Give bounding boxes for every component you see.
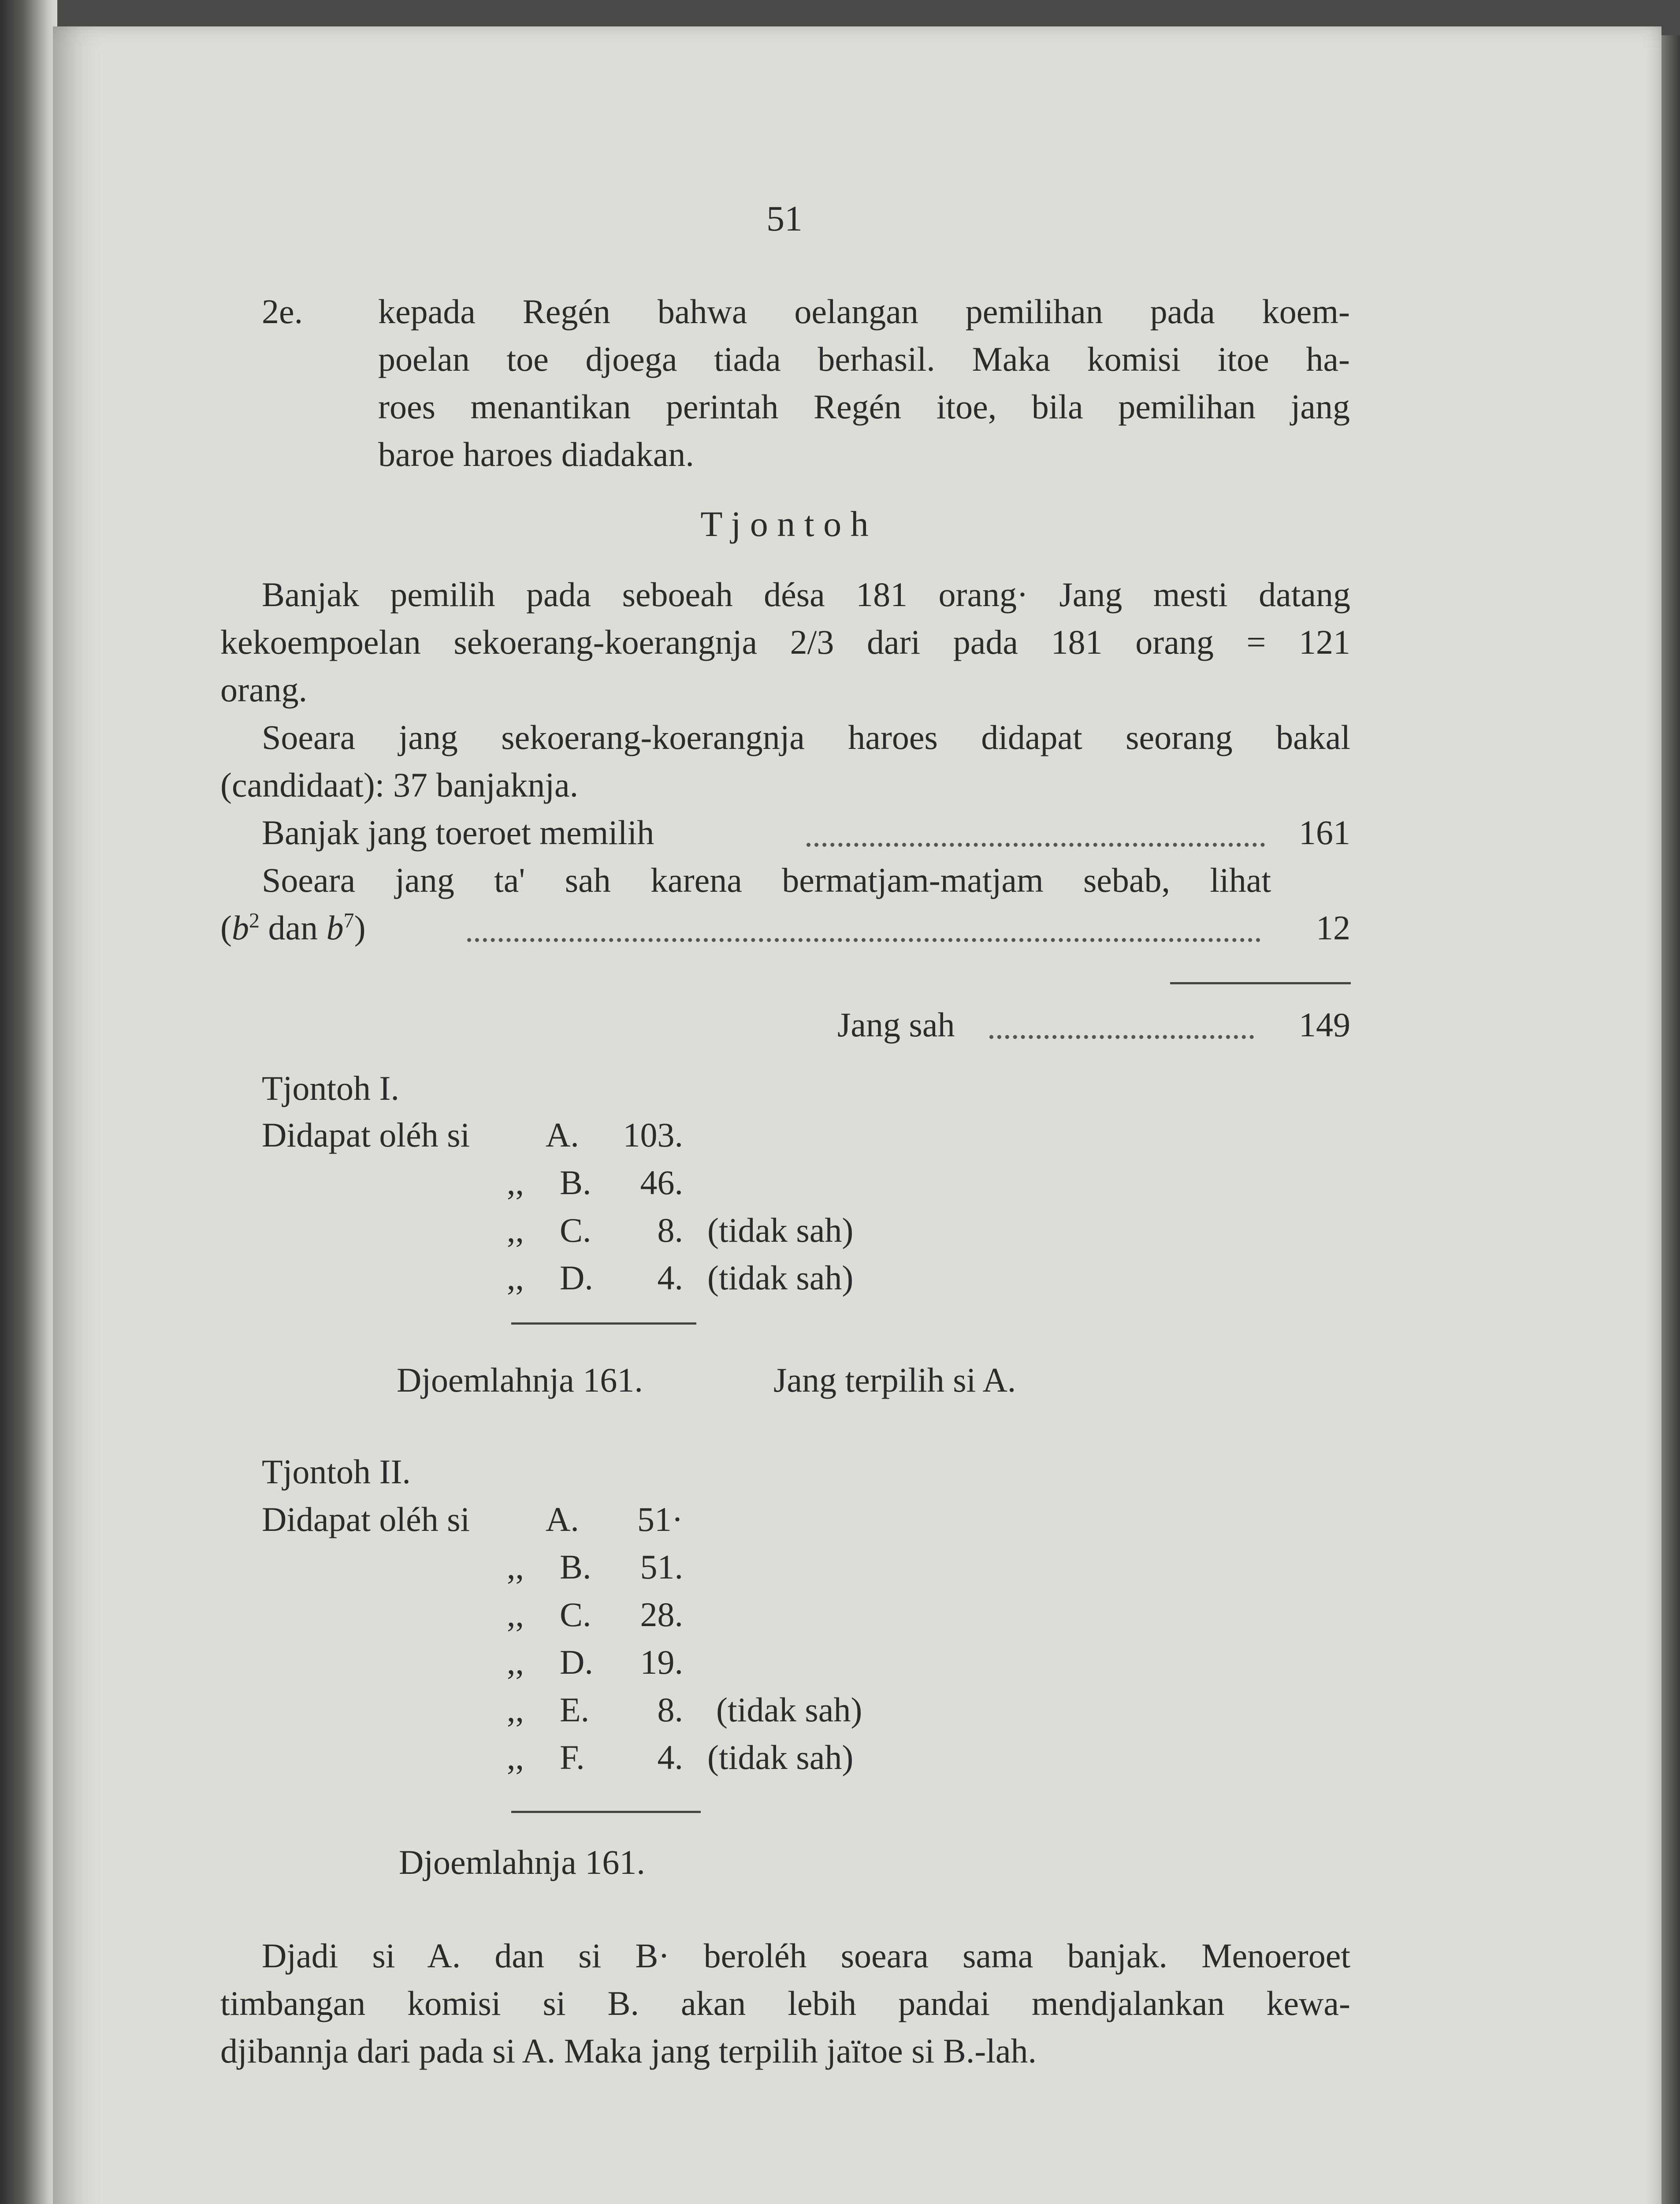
ditto-mark: ,, xyxy=(507,1738,524,1776)
votes: 46. xyxy=(640,1163,683,1202)
example-lead: Didapat oléh si xyxy=(262,1116,470,1154)
invalid-note: (tidak sah) xyxy=(707,1738,854,1776)
ditto-mark: ,, xyxy=(507,1211,524,1249)
paragraph-line: Soeara jang sekoerang-koerangnja haroes didapat seorang bakal xyxy=(262,718,1350,756)
example-title: Tjontoh II. xyxy=(262,1452,411,1491)
example-total: Djoemlahnja 161. xyxy=(397,1361,643,1399)
candidate: A. xyxy=(546,1116,579,1154)
candidate: B. xyxy=(560,1163,591,1202)
ref-b: b xyxy=(326,908,344,947)
votes: 28. xyxy=(640,1595,683,1634)
ditto-mark: ,, xyxy=(507,1595,524,1634)
candidate: D. xyxy=(560,1258,593,1297)
paragraph-line: Banjak pemilih pada seboeah désa 181 orang· Jang mesti datang xyxy=(262,575,1350,614)
invalid-line: Soeara jang ta' sah karena bermatjam-matjam sebab, lihat xyxy=(262,861,1271,899)
candidate: E. xyxy=(560,1690,590,1729)
intro-line: baroe haroes diadakan. xyxy=(378,435,694,473)
paragraph-line: kekoempoelan sekoerang-koerangnja 2/3 dari pada 181 orang = 121 xyxy=(220,623,1350,661)
invalid-note: (tidak sah) xyxy=(707,1211,854,1249)
ditto-mark: ,, xyxy=(507,1548,524,1586)
section-heading: T j o n t o h xyxy=(700,504,869,544)
book-binding xyxy=(0,0,57,2204)
leader-dots xyxy=(989,1035,1254,1039)
votes: 4. xyxy=(657,1738,683,1776)
votes: 51. xyxy=(640,1548,683,1586)
page-number: 51 xyxy=(766,198,803,238)
ditto-mark: ,, xyxy=(507,1690,524,1729)
voted-value: 161 xyxy=(1299,813,1350,852)
candidate: F. xyxy=(560,1738,585,1776)
candidate: C. xyxy=(560,1595,591,1634)
paren-open: ( xyxy=(220,908,232,947)
votes: 4. xyxy=(657,1258,683,1297)
leader-dots xyxy=(467,938,1260,942)
sum-rule xyxy=(511,1811,701,1813)
ditto-mark: ,, xyxy=(507,1258,524,1297)
sum-rule xyxy=(1170,982,1351,984)
paragraph-line: orang. xyxy=(220,670,308,709)
conclusion-line: Djadi si A. dan si B· beroléh soeara sama banjak. Menoeroet xyxy=(262,1936,1350,1975)
ref-dan: dan xyxy=(268,908,318,947)
intro-line: kepada Regén bahwa oelangan pemilihan pada koem- xyxy=(378,292,1350,331)
intro-line: poelan toe djoega tiada berhasil. Maka komisi itoe ha- xyxy=(378,340,1350,378)
paren-close: ) xyxy=(354,908,366,947)
ref-b: b xyxy=(231,908,249,947)
leader-dots xyxy=(807,843,1265,847)
conclusion-line: timbangan komisi si B. akan lebih pandai mendjalankan kewa- xyxy=(220,1984,1350,2022)
invalid-note: (tidak sah) xyxy=(716,1690,862,1729)
invalid-note: (tidak sah) xyxy=(707,1258,854,1297)
example-result: Jang terpilih si A. xyxy=(773,1361,1016,1399)
sum-rule xyxy=(511,1322,696,1325)
votes: 51· xyxy=(637,1500,683,1538)
votes: 103. xyxy=(623,1116,683,1154)
candidate: D. xyxy=(560,1643,593,1681)
paragraph-line: (candidaat): 37 banjaknja. xyxy=(220,766,579,804)
valid-value: 149 xyxy=(1299,1005,1350,1044)
conclusion-line: djibannja dari pada si A. Maka jang terpilih jaïtoe si B.-lah. xyxy=(220,2032,1037,2070)
votes: 19. xyxy=(640,1643,683,1681)
candidate: C. xyxy=(560,1211,591,1249)
ref-sup: 2 xyxy=(249,909,260,932)
votes: 8. xyxy=(657,1211,683,1249)
intro-marker: 2e. xyxy=(262,292,303,331)
candidate: B. xyxy=(560,1548,591,1586)
invalid-ref xyxy=(220,908,366,947)
ref-sup: 7 xyxy=(343,909,354,932)
invalid-value: 12 xyxy=(1316,908,1350,947)
votes: 8. xyxy=(657,1690,683,1729)
candidate: A. xyxy=(546,1500,579,1538)
valid-label: Jang sah xyxy=(837,1005,955,1044)
voted-label: Banjak jang toeroet memilih xyxy=(262,813,654,852)
example-title: Tjontoh I. xyxy=(262,1069,399,1107)
ditto-mark: ,, xyxy=(507,1163,524,1202)
example-total: Djoemlahnja 161. xyxy=(399,1843,645,1881)
ditto-mark: ,, xyxy=(507,1643,524,1681)
example-lead: Didapat oléh si xyxy=(262,1500,470,1538)
intro-line: roes menantikan perintah Regén itoe, bila pemilihan jang xyxy=(378,387,1350,426)
